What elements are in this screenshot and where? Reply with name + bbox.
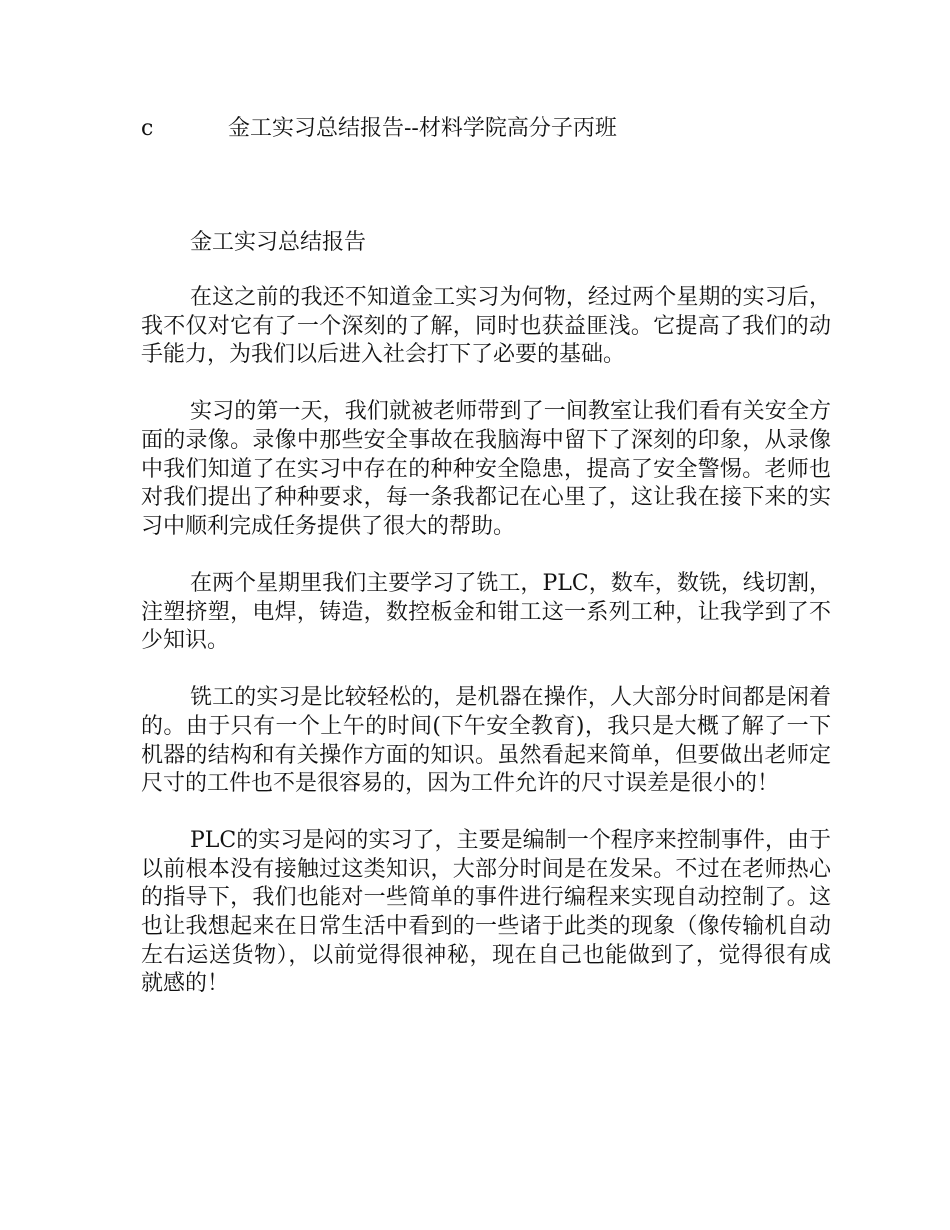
page-header xyxy=(141,114,617,144)
paragraph-safety-training: 实习的第一天，我们就被老师带到了一间教室让我们看有关安全方面的录像。录像中那些安全事故在我脑海中留下了深刻的印象，从录像中我们知道了在实习中存在的种种安全隐患，提高了安全警惕。老师也对我们提出了种种要求，每一条我都记在心里了，这让我在接下来的实习中顺利完成任务提供了很大的帮助。 xyxy=(141,399,831,539)
paragraph-intro: 在这之前的我还不知道金工实习为何物，经过两个星期的实习后，我不仅对它有了一个深刻的了解，同时也获益匪浅。它提高了我们的动手能力，为我们以后进入社会打下了必要的基础。 xyxy=(141,285,831,368)
document-body xyxy=(141,284,831,1027)
document-title: 金工实习总结报告 xyxy=(190,230,367,255)
header-title: 金工实习总结报告--材料学院高分子丙班 xyxy=(228,116,617,141)
paragraph-trades-overview: 在两个星期里我们主要学习了铣工，PLC，数车，数铣，线切割，注塑挤塑，电焊，铸造，数控板金和钳工这一系列工种，让我学到了不少知识。 xyxy=(141,570,831,654)
paragraph-milling: 铣工的实习是比较轻松的，是机器在操作，人大部分时间都是闲着的。由于只有一个上午的时间(下午安全教育)，我只是大概了解了一下机器的结构和有关操作方面的知识。虽然看起来简单，但要做出老师定尺寸的工件也不是很容易的，因为工件允许的尺寸误差是很小的！ xyxy=(141,685,831,797)
paragraph-plc: PLC的实习是闷的实习了，主要是编制一个程序来控制事件，由于以前根本没有接触过这类知识，大部分时间是在发呆。不过在老师热心的指导下，我们也能对一些简单的事件进行编程来实现自动控制了。这也让我想起来在日常生活中看到的一些诸于此类的现象（像传输机自动左右运送货物），以前觉得很神秘，现在自己也能做到了，觉得很有成就感的！ xyxy=(141,828,831,997)
header-prefix: c xyxy=(141,116,154,141)
